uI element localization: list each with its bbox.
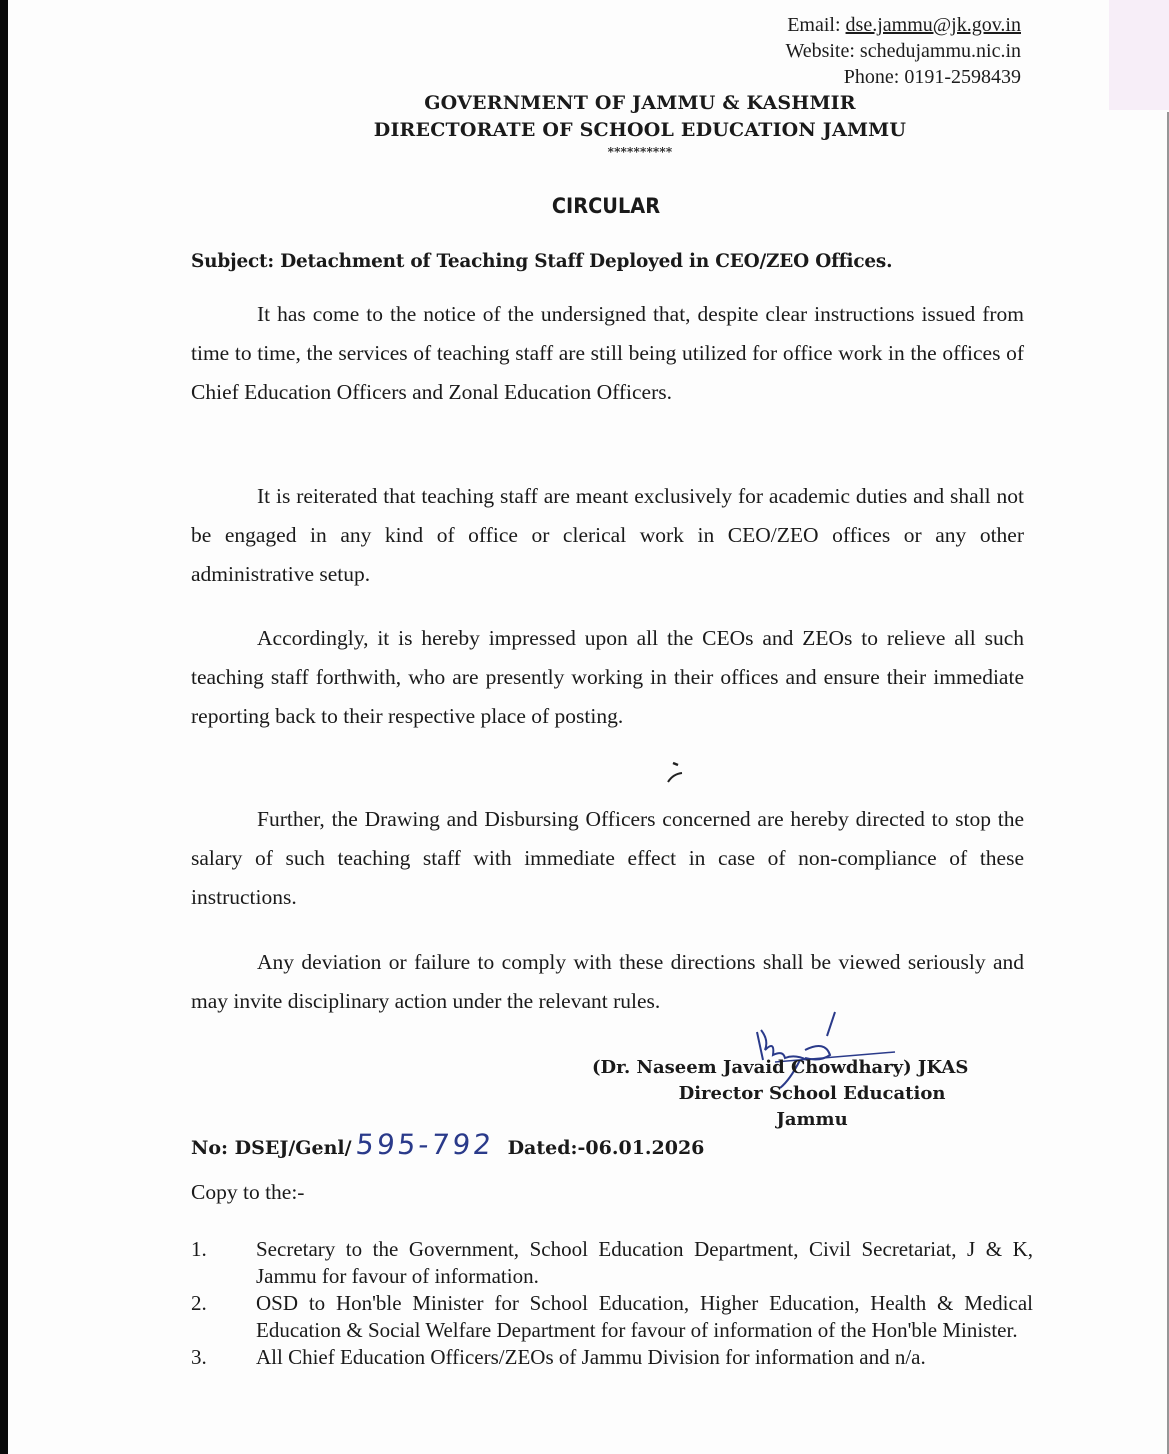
email-link[interactable]: dse.jammu@jk.gov.in: [845, 14, 1021, 36]
signatory-location: Jammu: [776, 1109, 848, 1130]
paragraph-2: It is reiterated that teaching staff are meant exclusively for academic duties and shall not be engaged in any kind of office or clerical work in CEO/ZEO offices or any other administrative setup.: [191, 484, 1024, 586]
paragraph-4: Further, the Drawing and Disbursing Officers concerned are hereby directed to stop the salary of such teaching staff with immediate effect in case of non-compliance of these instructions.: [191, 807, 1024, 909]
copy-to-item: [191, 1290, 1033, 1344]
paragraph-3: Accordingly, it is hereby impressed upon all the CEOs and ZEOs to relieve all such teaching staff forthwith, who are presently working in their offices and ensure their immediate reporting back to their respective place of posting.: [191, 626, 1024, 728]
website-value: schedujammu.nic.in: [859, 40, 1021, 62]
copy-to-item-text: All Chief Education Officers/ZEOs of Jammu Division for information and n/a.: [256, 1345, 926, 1369]
copy-to-item-number: 3.: [191, 1345, 207, 1369]
letterhead-header: [340, 90, 940, 160]
reference-line: [191, 1128, 704, 1161]
directorate-line: DIRECTORATE OF SCHOOL EDUCATION JAMMU: [373, 119, 907, 141]
signatory-designation: Director School Education: [678, 1083, 946, 1104]
copy-to-item-text: Secretary to the Government, School Education Department, Civil Secretariat, J & K, Jammu for favour of information.: [256, 1237, 1033, 1288]
header-separator: **********: [607, 145, 673, 159]
government-line: GOVERNMENT OF JAMMU & KASHMIR: [424, 92, 856, 114]
copy-to-heading: Copy to the:-: [191, 1180, 305, 1204]
copy-to-item-number: 1.: [191, 1237, 207, 1261]
email-line: [785, 12, 1021, 38]
document-title: CIRCULAR: [551, 194, 661, 218]
phone-label: Phone:: [843, 66, 900, 88]
phone-value: 0191-2598439: [904, 66, 1021, 88]
reference-number-prefix: No: DSEJ/Genl/: [191, 1137, 352, 1159]
scan-tint: [1109, 0, 1169, 110]
copy-to-item: [191, 1344, 1033, 1371]
copy-to-item: [191, 1236, 1033, 1290]
email-label: Email:: [787, 14, 841, 36]
reference-date: Dated:-06.01.2026: [507, 1137, 705, 1159]
signatory-name: (Dr. Naseem Javaid Chowdhary) JKAS: [592, 1057, 969, 1078]
website-line: [785, 38, 1021, 64]
contact-block: [785, 12, 1021, 90]
reference-number-handwritten: 595-792: [353, 1128, 496, 1161]
scan-edge-left: [0, 0, 8, 1454]
phone-line: [785, 64, 1021, 90]
pen-mark-icon: [665, 760, 695, 790]
copy-to-item-text: OSD to Hon'ble Minister for School Education, Higher Education, Health & Medical Education & Social Welfare Department for favour of information of the Hon'ble Minister.: [256, 1291, 1033, 1342]
paragraph-5: Any deviation or failure to comply with these directions shall be viewed seriously and may invite disciplinary action under the relevant rules.: [191, 950, 1024, 1013]
paragraph-1: It has come to the notice of the undersigned that, despite clear instructions issued from time to time, the services of teaching staff are still being utilized for office work in the offices of Chief Education Officers and Zonal Education Officers.: [191, 302, 1024, 404]
signature-block: [592, 1055, 1032, 1133]
copy-to-item-number: 2.: [191, 1291, 207, 1315]
copy-to-list: [191, 1236, 1033, 1371]
subject-line: Subject: Detachment of Teaching Staff Deployed in CEO/ZEO Offices.: [191, 250, 893, 272]
website-label: Website:: [785, 40, 855, 62]
